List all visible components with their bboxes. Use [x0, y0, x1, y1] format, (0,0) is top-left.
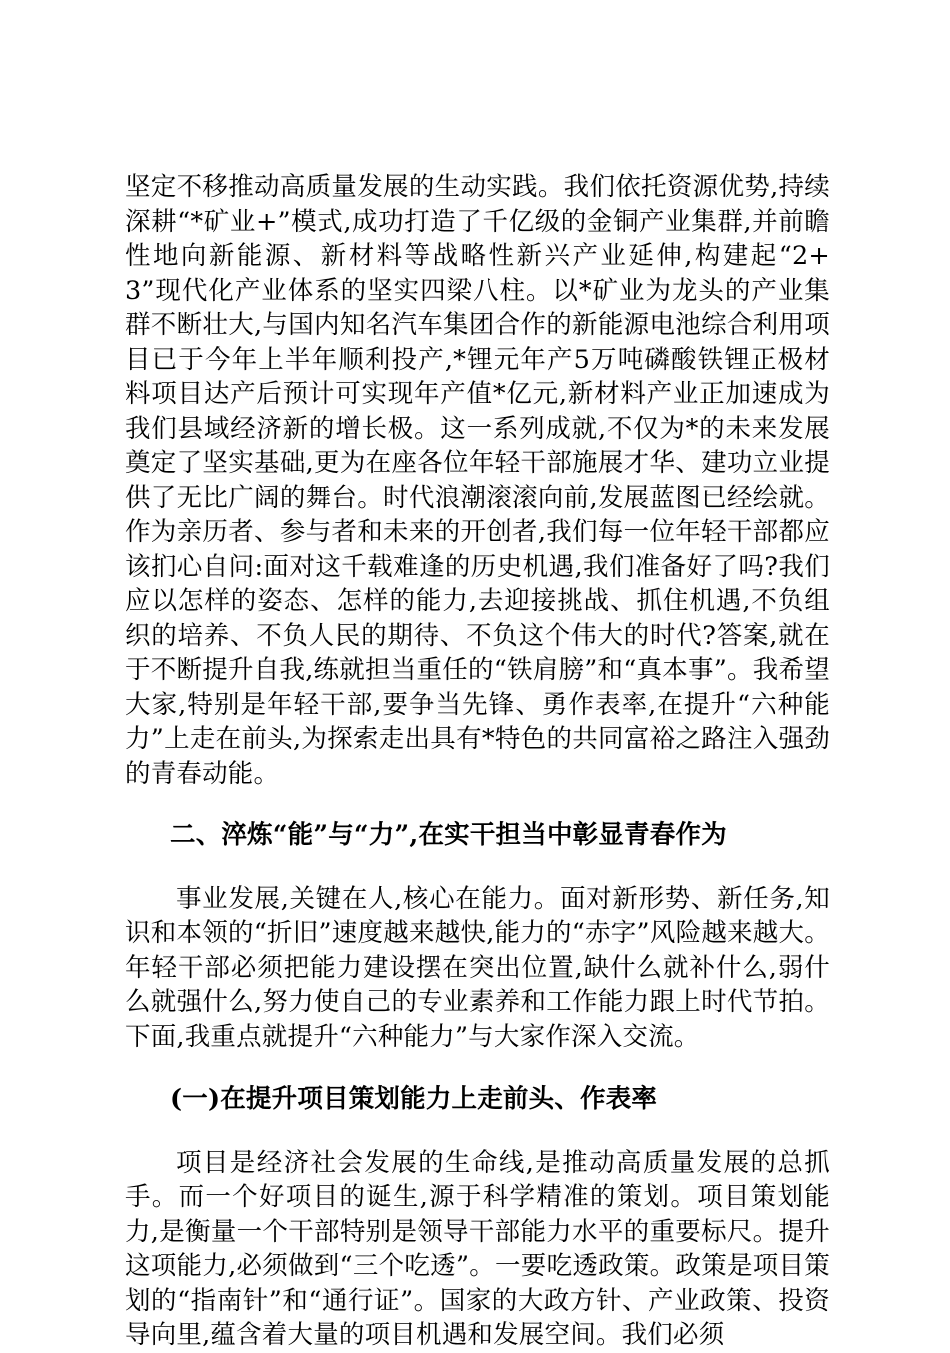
body-paragraph-continued: 坚定不移推动高质量发展的生动实践。我们依托资源优势,持续深耕“*矿业+”模式,成功打造了千亿级的金铜产业集群,并前瞻性地向新能源、新材料等战略性新兴产业延伸,构建起“2+3”现代化产业体系的坚实四梁八柱。以*矿业为龙头的产业集群不断壮大,与国内知名汽车集团合作的新能源电池综合利用项目已于今年上半年顺利投产,*锂元年产5万吨磷酸铁锂正极材料项目达产后预计可实现年产值*亿元,新材料产业正加速成为我们县域经济新的增长极。这一系列成就,不仅为*的未来发展奠定了坚实基础,更为在座各位年轻干部施展才华、建功立业提供了无比广阔的舞台。时代浪潮滚滚向前,发展蓝图已经绘就。作为亲历者、参与者和未来的开创者,我们每一位年轻干部都应该扪心自问:面对这千载难逢的历史机遇,我们准备好了吗?我们应以怎样的姿态、怎样的能力,去迎接挑战、抓住机遇,不负组织的培养、不负人民的期待、不负这个伟大的时代?答案,就在于不断提升自我,练就担当重任的“铁肩膀”和“真本事”。我希望大家,特别是年轻干部,要争当先锋、勇作表率,在提升“六种能力”上走在前头,为探索走出具有*特色的共同富裕之路注入强劲的青春动能。 [125, 172, 830, 789]
document-body [125, 170, 830, 1353]
body-paragraph-capability: 事业发展,关键在人,核心在能力。面对新形势、新任务,知识和本领的“折旧”速度越来越快,能力的“赤字”风险越来越大。年轻干部必须把能力建设摆在突出位置,缺什么就补什么,弱什么就强什么,努力使自己的专业素养和工作能力跟上时代节拍。下面,我重点就提升“六种能力”与大家作深入交流。 [125, 883, 830, 1052]
body-paragraph-project-planning: 项目是经济社会发展的生命线,是推动高质量发展的总抓手。而一个好项目的诞生,源于科学精准的策划。项目策划能力,是衡量一个干部特别是领导干部能力水平的重要标尺。提升这项能力,必须做到“三个吃透”。一要吃透政策。政策是项目策划的“指南针”和“通行证”。国家的大政方针、产业政策、投资导向里,蕴含着大量的项目机遇和发展空间。我们必须 [125, 1147, 830, 1350]
subsection-heading: (一)在提升项目策划能力上走前头、作表率 [170, 1084, 658, 1114]
section-heading: 二、淬炼“能”与“力”,在实干担当中彰显青春作为 [170, 820, 727, 850]
